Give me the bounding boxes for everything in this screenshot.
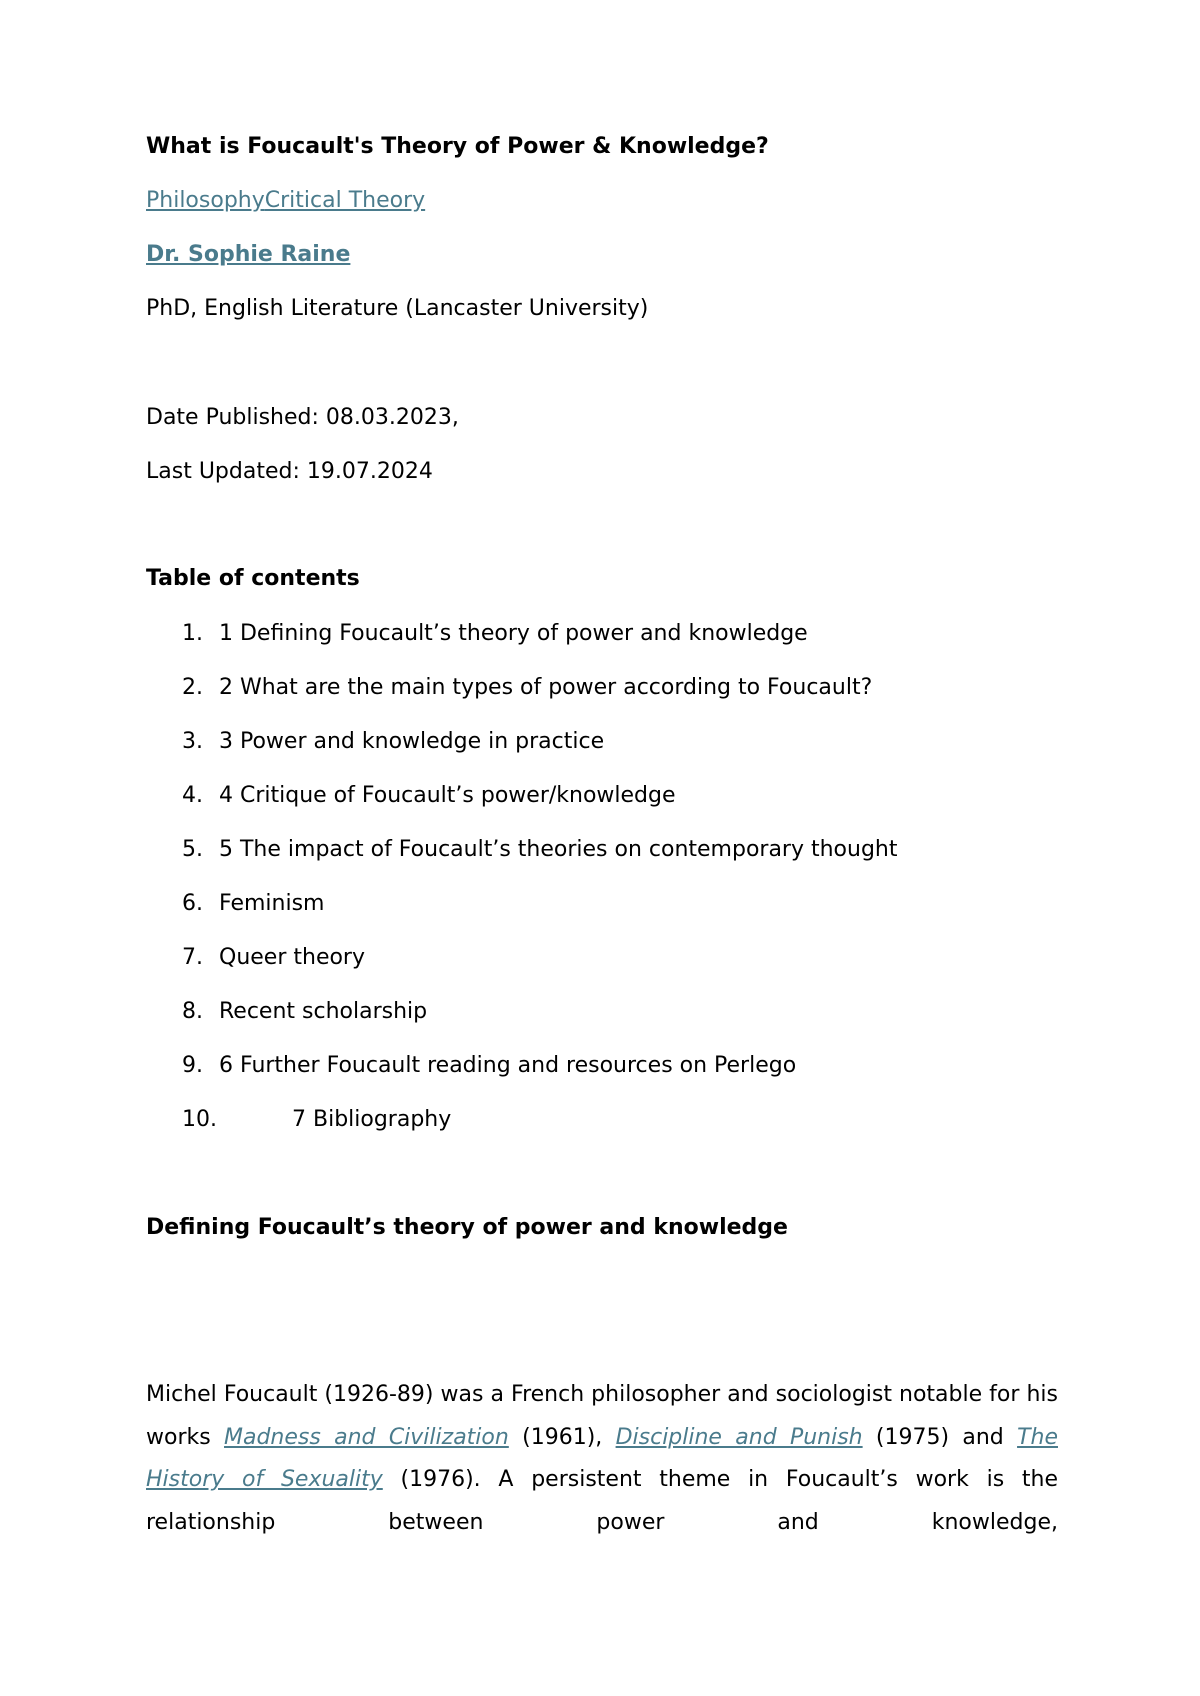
toc-item-label[interactable]: 3 Power and knowledge in practice	[219, 729, 605, 754]
section-paragraph	[146, 1374, 1058, 1544]
toc-item-label[interactable]: Recent scholarship	[219, 999, 428, 1024]
book-link-history-of-sexuality[interactable]: The History of Sexuality	[146, 1424, 1058, 1492]
paragraph-text: (1976). A persistent theme in Foucault’s work is the relationship between power and knowledge,	[146, 1467, 1058, 1535]
category-links	[146, 186, 425, 216]
article-title: What is Foucault's Theory of Power & Knowledge?	[146, 134, 769, 159]
toc-item[interactable]	[182, 673, 872, 703]
toc-item-number: 5.	[182, 837, 203, 862]
toc-item-number: 9.	[182, 1053, 203, 1078]
toc-item-number: 1.	[182, 621, 203, 646]
toc-item[interactable]	[182, 619, 808, 649]
section-heading: Defining Foucault’s theory of power and knowledge	[146, 1215, 788, 1240]
toc-item[interactable]	[182, 727, 604, 757]
toc-item[interactable]	[182, 1051, 796, 1081]
toc-heading: Table of contents	[146, 566, 360, 591]
toc-item-number: 7.	[182, 945, 203, 970]
book-link-madness-and-civilization[interactable]: Madness and Civilization	[224, 1424, 509, 1450]
toc-item-label[interactable]: 5 The impact of Foucault’s theories on contemporary thought	[219, 837, 898, 862]
toc-item[interactable]	[182, 943, 365, 973]
toc-item-label[interactable]: 1 Defining Foucault’s theory of power and knowledge	[219, 621, 808, 646]
toc-item-number: 4.	[182, 783, 203, 808]
category-link-philosophy[interactable]: Philosophy	[146, 188, 265, 213]
date-published: Date Published: 08.03.2023,	[146, 405, 459, 430]
toc-item[interactable]	[182, 835, 898, 865]
toc-item-number: 8.	[182, 999, 203, 1024]
category-link-critical-theory[interactable]: Critical Theory	[264, 188, 426, 213]
toc-item-number: 2.	[182, 675, 203, 700]
author-credentials: PhD, English Literature (Lancaster University)	[146, 296, 649, 321]
toc-item[interactable]	[182, 889, 324, 919]
toc-item-label[interactable]: 4 Critique of Foucault’s power/knowledge	[219, 783, 676, 808]
toc-item-number: 10.	[182, 1107, 217, 1132]
toc-item-number: 6.	[182, 891, 203, 916]
book-link-discipline-and-punish[interactable]: Discipline and Punish	[615, 1424, 863, 1450]
toc-item[interactable]	[182, 997, 427, 1027]
paragraph-text: (1961),	[508, 1424, 616, 1450]
document-page	[146, 0, 1060, 1696]
author-link[interactable]: Dr. Sophie Raine	[146, 242, 351, 267]
toc-item-label[interactable]: Feminism	[219, 891, 325, 916]
toc-item-label[interactable]: Queer theory	[219, 945, 365, 970]
toc-item[interactable]	[182, 781, 676, 811]
toc-item-label[interactable]: 7 Bibliography	[292, 1107, 452, 1132]
toc-item[interactable]	[182, 1105, 451, 1135]
paragraph-text: (1975) and	[862, 1424, 1018, 1450]
toc-item-label[interactable]: 2 What are the main types of power according to Foucault?	[219, 675, 873, 700]
author-name-link	[146, 240, 350, 270]
paragraph-text: Michel Foucault (1926-89) was a French philosopher and sociologist notable for his works	[146, 1382, 1058, 1450]
toc-item-label[interactable]: 6 Further Foucault reading and resources on Perlego	[219, 1053, 797, 1078]
last-updated: Last Updated: 19.07.2024	[146, 459, 433, 484]
toc-item-number: 3.	[182, 729, 203, 754]
